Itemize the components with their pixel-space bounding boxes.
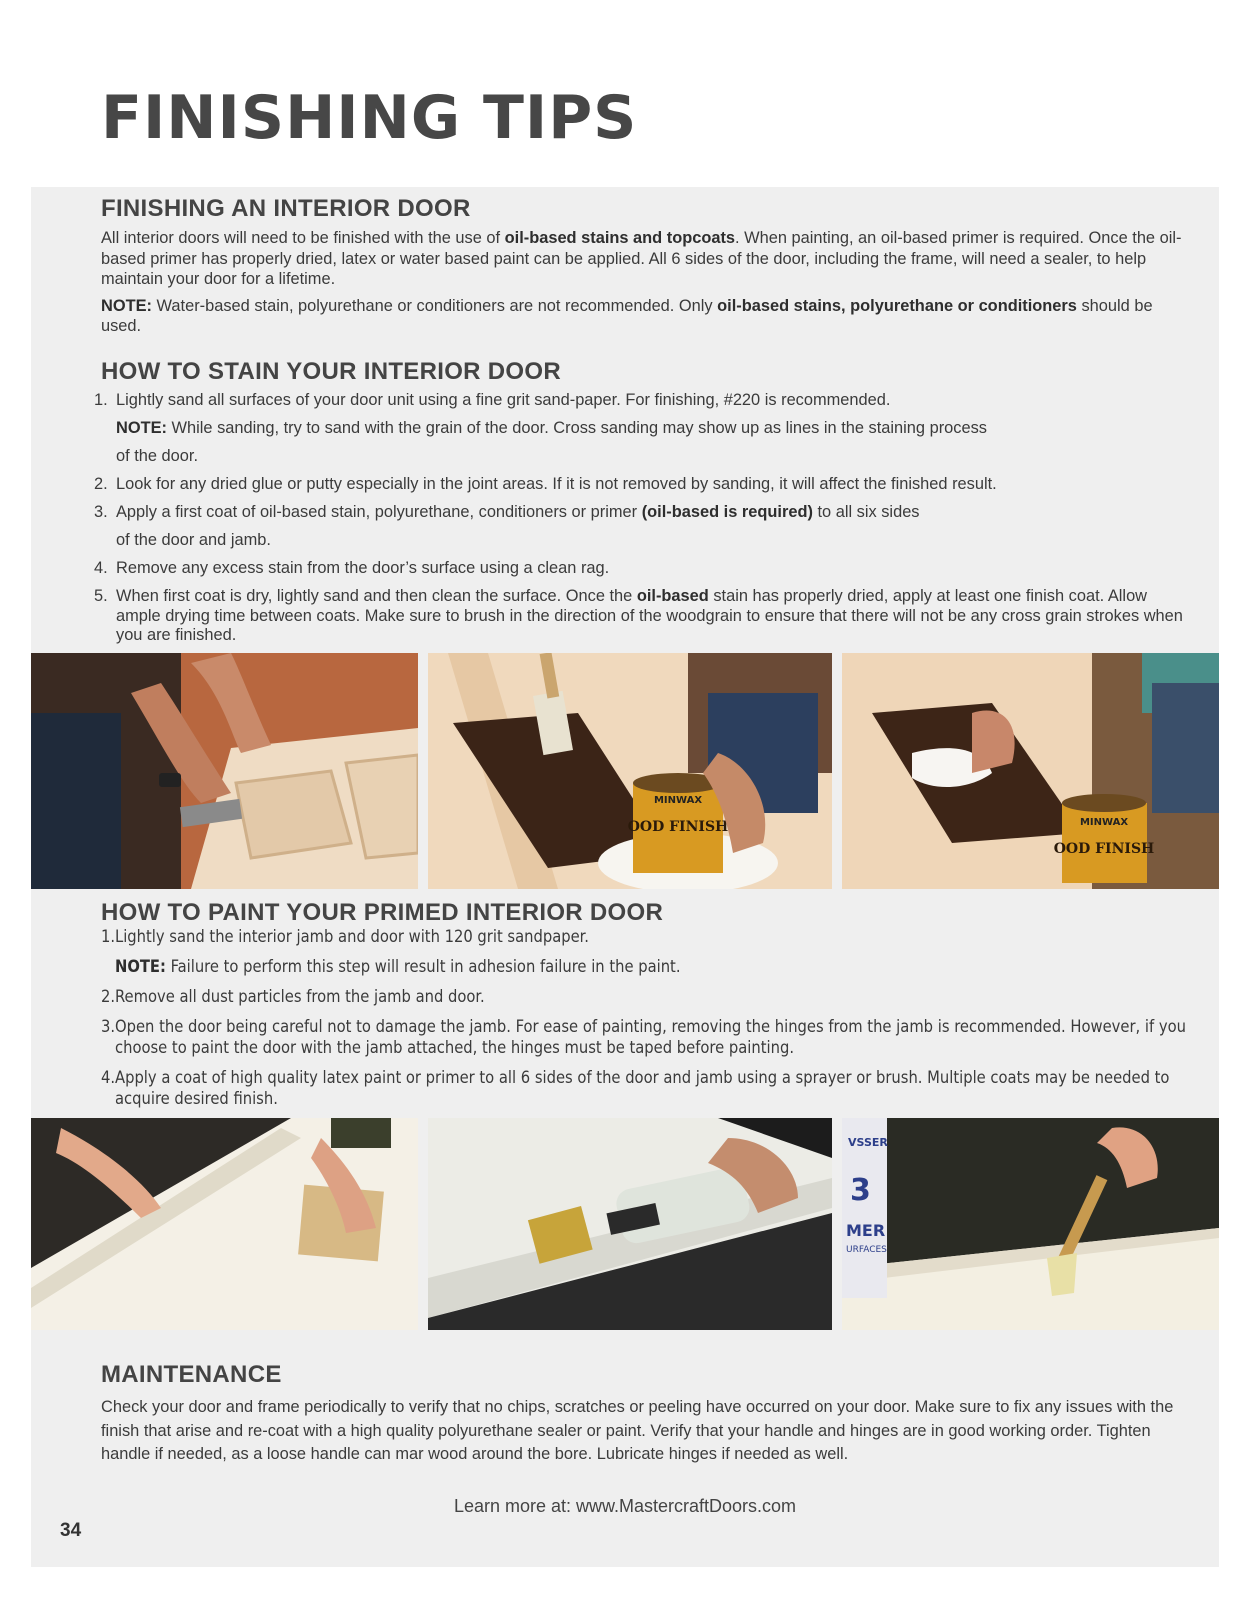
- can-brand-text-2: MINWAX: [1079, 817, 1129, 828]
- stain-step-4: 4. Remove any excess stain from the door’s surface using a clean rag.: [94, 559, 610, 578]
- section-paint: [101, 900, 1190, 1109]
- section-heading-finishing: FINISHING AN INTERIOR DOOR: [101, 195, 471, 222]
- stain-step-3-cont: of the door and jamb.: [116, 531, 271, 550]
- maintenance-paragraph: Check your door and frame periodically to verify that no chips, scratches or peeling have occurred on your door. Make sure to fix any issues with the finish that arise and re-coat with a high quality polyurethane sealer or paint. Verify that your handle and hinges are in good working order. Tighten handle if needed, as a loose handle can mar wood around the bore. Lubricate hinges if needed as well.: [101, 1398, 1174, 1463]
- paint-step-1: 1. Lightly sand the interior jamb and door with 120 grit sandpaper.: [101, 927, 589, 947]
- can-label-text: OOD FINISH: [627, 819, 729, 835]
- section-heading-stain: HOW TO STAIN YOUR INTERIOR DOOR: [101, 358, 561, 385]
- section-heading-paint: HOW TO PAINT YOUR PRIMED INTERIOR DOOR: [101, 899, 664, 926]
- page-title: FINISHING TIPS: [101, 83, 638, 153]
- finishing-paragraph: All interior doors will need to be finished with the use of oil-based stains and topcoats. When painting, an oil-based primer is required. Once the oil-based primer has properly dried, latex or water based paint can be applied. All 6 sides of the door, including the frame, will need a sealer, to help maintain your door for a lifetime.: [101, 229, 1182, 289]
- primer-brand-text: VSSER: [848, 1136, 888, 1149]
- paint-step-3: 3. Open the door being careful not to damage the jamb. For ease of painting, removing the hinges from the jamb is recommended. However, if you choose to paint the door with the jamb attached, the hinges must be taped before painting.: [101, 1017, 1186, 1058]
- finishing-note: NOTE: Water-based stain, polyurethane or conditioners are not recommended. Only oil-based stains, polyurethane or conditioners should be used.: [101, 296, 1153, 336]
- paint-step-1-note: NOTE: Failure to perform this step will result in adhesion failure in the paint.: [115, 957, 681, 977]
- primer-label-text: MER: [846, 1221, 886, 1240]
- paint-step-4: 4. Apply a coat of high quality latex paint or primer to all 6 sides of the door and jamb using a sprayer or brush. Multiple coats may be needed to acquire desired finish.: [101, 1068, 1170, 1109]
- section-stain: [94, 359, 1190, 646]
- photo-wiping-stain: [842, 653, 1219, 889]
- section-maintenance: [101, 1362, 1190, 1466]
- can-brand-text: MINWAX: [653, 795, 703, 806]
- photo-sanding-primed-door: [31, 1118, 418, 1330]
- stain-steps: [94, 386, 1190, 646]
- section-finishing: [101, 196, 1190, 337]
- footer-website-link[interactable]: Learn more at: www.MastercraftDoors.com: [453, 1496, 797, 1516]
- paint-steps: [101, 926, 1190, 1109]
- page-number: 34: [60, 1520, 82, 1541]
- paint-step-2: 2. Remove all dust particles from the jamb and door.: [101, 987, 485, 1007]
- can-label-text-2: OOD FINISH: [1053, 841, 1155, 857]
- section-heading-maintenance: MAINTENANCE: [101, 1361, 282, 1388]
- stain-step-3: 3. Apply a first coat of oil-based stain, polyurethane, conditioners or primer (oil-based is required) to all six sides: [94, 503, 920, 522]
- photo-sanding-door: [31, 653, 418, 889]
- primer-num-text: 3: [850, 1173, 871, 1208]
- photo-staining-door: [428, 653, 832, 889]
- photo-painting-door: [842, 1118, 1219, 1330]
- stain-step-1-note-cont: of the door.: [116, 447, 199, 466]
- stain-step-5: 5. When first coat is dry, lightly sand and then clean the surface. Once the oil-based stain has properly dried, apply at least one finish coat. Allow ample drying time between coats. Make sure to brush in the direction of the woodgrain to ensure that there will not be any cross grain strokes when you are finished.: [94, 587, 1183, 645]
- stain-step-1-note: NOTE: While sanding, try to sand with the grain of the door. Cross sanding may show up as lines in the staining process: [116, 419, 987, 438]
- stain-step-1: 1. Lightly sand all surfaces of your door unit using a fine grit sand-paper. For finishing, #220 is recommended.: [94, 391, 891, 410]
- stain-step-2: 2. Look for any dried glue or putty especially in the joint areas. If it is not removed by sanding, it will affect the finished result.: [94, 475, 997, 494]
- primer-sub-text: URFACES: [846, 1245, 887, 1255]
- photo-removing-hinges: [428, 1118, 832, 1330]
